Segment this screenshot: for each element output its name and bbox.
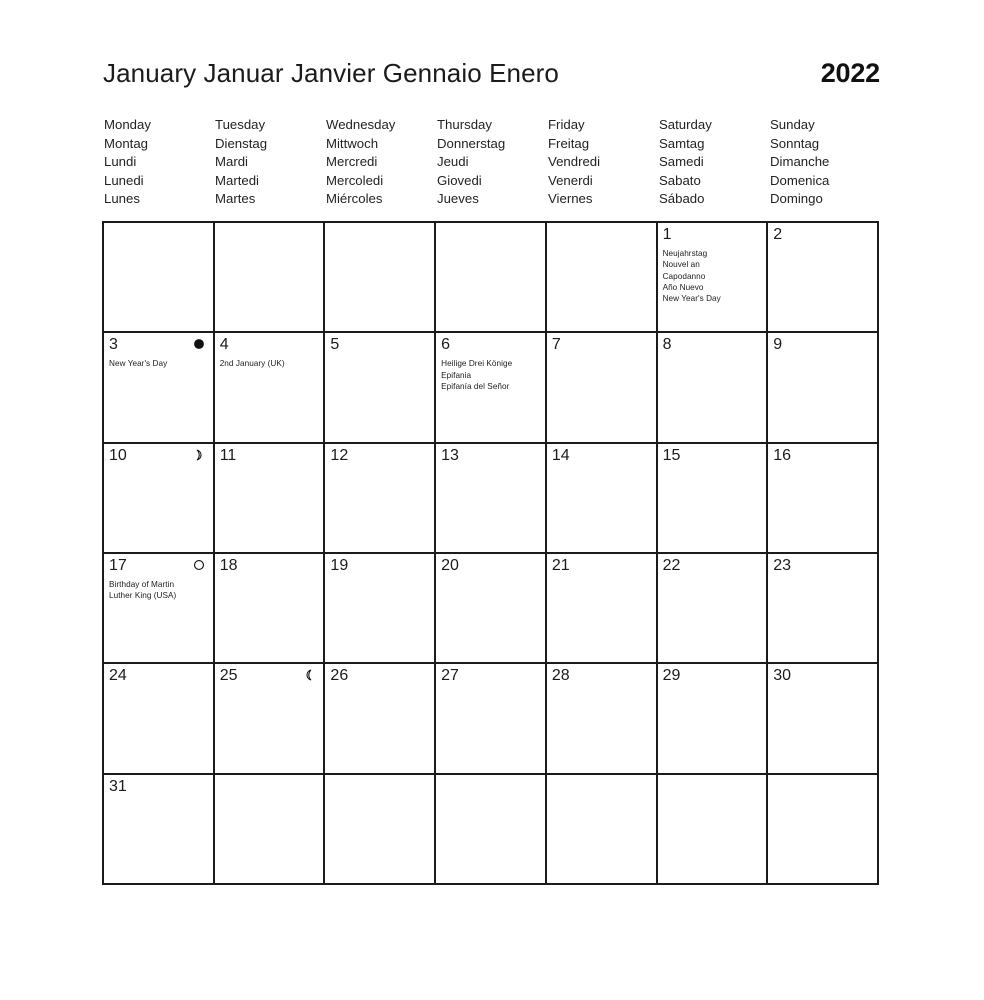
day-number: 6 <box>441 336 451 354</box>
day-cell-15[interactable] <box>658 444 769 554</box>
day-cell-8[interactable] <box>658 333 769 443</box>
last-quarter-moon-icon <box>302 668 316 682</box>
weekday-name-fr: Jeudi <box>437 154 469 170</box>
day-cell-9[interactable] <box>768 333 879 443</box>
day-cell-5[interactable] <box>325 333 436 443</box>
day-cell-7[interactable] <box>547 333 658 443</box>
day-cell-12[interactable] <box>325 444 436 554</box>
day-cell-empty <box>215 223 326 333</box>
day-cell-10[interactable] <box>104 444 215 554</box>
day-cell-empty <box>215 775 326 885</box>
weekday-name-it: Domenica <box>770 172 830 188</box>
weekday-name-de: Montag <box>104 135 148 151</box>
day-cell-19[interactable] <box>325 554 436 664</box>
day-cell-28[interactable] <box>547 664 658 774</box>
full-moon-icon <box>192 558 206 572</box>
weekday-name-it: Venerdi <box>548 172 593 188</box>
event-text: 2nd January (UK) <box>219 359 285 369</box>
day-number <box>441 777 540 796</box>
day-number: 26 <box>330 667 349 685</box>
day-number: 12 <box>330 446 349 464</box>
weekday-name-de: Sonntag <box>770 135 820 151</box>
page-title: January Januar Janvier Gennaio Enero <box>103 58 559 88</box>
day-number: 13 <box>441 446 459 464</box>
event-text: Luther King (USA) <box>109 591 177 601</box>
first-quarter-moon-icon <box>192 448 206 462</box>
day-number <box>663 777 762 796</box>
calendar-grid <box>102 221 879 885</box>
day-number: 31 <box>109 777 127 795</box>
day-cell-20[interactable] <box>436 554 547 664</box>
event-list <box>109 358 208 369</box>
day-number: 21 <box>551 557 570 574</box>
weekday-name-es: Domingo <box>770 191 823 207</box>
event-text: Nouvel an <box>662 260 700 270</box>
day-number: 30 <box>773 667 792 685</box>
day-number <box>330 225 429 244</box>
day-number: 7 <box>551 336 561 354</box>
day-number: 27 <box>441 667 459 685</box>
day-cell-17[interactable] <box>104 554 215 664</box>
day-cell-26[interactable] <box>325 664 436 774</box>
day-cell-18[interactable] <box>215 554 326 664</box>
weekday-name-es: Sábado <box>659 191 705 207</box>
weekday-name-fr: Mercredi <box>326 154 378 170</box>
weekday-name-es: Martes <box>215 191 256 207</box>
day-number: 10 <box>109 446 127 464</box>
weekday-name-it: Sabato <box>659 172 701 188</box>
day-number: 22 <box>662 557 681 574</box>
day-number <box>552 225 651 244</box>
weekday-name-en: Monday <box>104 117 151 132</box>
day-cell-empty <box>547 223 658 333</box>
weekday-name-en: Sunday <box>770 117 815 132</box>
weekday-name-de: Samtag <box>659 135 705 151</box>
weekday-name-es: Miércoles <box>326 191 383 207</box>
weekday-column-saturday <box>657 116 768 211</box>
weekday-column-tuesday <box>213 116 324 211</box>
day-cell-25[interactable] <box>215 664 326 774</box>
weekday-name-fr: Mardi <box>215 154 248 170</box>
day-number: 8 <box>662 336 672 354</box>
day-cell-6[interactable] <box>436 333 547 443</box>
weekday-name-it: Martedi <box>215 172 259 188</box>
weekday-column-sunday <box>768 116 879 211</box>
day-cell-empty <box>436 223 547 333</box>
day-number: 18 <box>219 557 238 574</box>
day-number <box>220 777 319 796</box>
weekday-name-it: Mercoledi <box>326 172 384 188</box>
weekday-column-wednesday <box>324 116 435 211</box>
weekday-name-fr: Lundi <box>104 154 137 170</box>
day-number <box>441 225 540 244</box>
day-number: 23 <box>773 557 792 574</box>
weekday-name-en: Saturday <box>659 117 712 132</box>
day-number <box>330 777 429 796</box>
day-cell-22[interactable] <box>658 554 769 664</box>
year-label: 2022 <box>820 58 880 88</box>
weekday-name-en: Friday <box>548 117 585 132</box>
event-list <box>441 358 540 392</box>
day-number: 3 <box>109 336 118 354</box>
weekday-name-de: Dienstag <box>215 135 268 151</box>
weekday-name-es: Lunes <box>104 191 140 207</box>
day-cell-2[interactable] <box>768 223 879 333</box>
weekday-name-en: Wednesday <box>326 117 396 132</box>
day-number: 5 <box>330 336 340 354</box>
calendar-title-row <box>103 58 880 98</box>
day-cell-23[interactable] <box>768 554 879 664</box>
weekday-name-es: Jueves <box>437 191 479 207</box>
day-number: 20 <box>441 557 459 574</box>
weekday-name-fr: Vendredi <box>548 154 601 170</box>
day-cell-16[interactable] <box>768 444 879 554</box>
day-number: 17 <box>109 557 127 574</box>
event-text: Epifania <box>441 370 472 380</box>
day-number: 28 <box>551 667 570 685</box>
day-cell-empty <box>768 775 879 885</box>
day-cell-empty <box>547 775 658 885</box>
weekday-name-de: Freitag <box>548 135 590 151</box>
event-list <box>109 579 208 602</box>
event-list <box>220 358 319 369</box>
day-number: 9 <box>773 336 783 354</box>
event-text: Año Nuevo <box>662 282 704 292</box>
day-number: 2 <box>773 226 783 243</box>
day-number: 15 <box>662 446 681 464</box>
day-number: 14 <box>551 446 570 464</box>
weekday-name-es: Viernes <box>548 191 593 207</box>
weekday-name-fr: Dimanche <box>770 154 830 170</box>
weekday-name-it: Lunedi <box>104 172 144 188</box>
day-number <box>552 777 651 796</box>
day-cell-empty <box>104 223 215 333</box>
event-text: Birthday of Martin <box>109 580 175 589</box>
day-cell-21[interactable] <box>547 554 658 664</box>
weekday-name-en: Tuesday <box>215 117 266 132</box>
weekday-name-en: Thursday <box>437 117 492 132</box>
day-cell-empty <box>325 223 436 333</box>
day-number <box>109 225 208 244</box>
event-text: Capodanno <box>662 271 706 281</box>
weekday-column-thursday <box>435 116 546 211</box>
day-number <box>220 225 319 244</box>
day-cell-24[interactable] <box>104 664 215 774</box>
day-cell-4[interactable] <box>215 333 326 443</box>
weekday-name-de: Mittwoch <box>326 135 379 151</box>
day-number <box>773 777 872 796</box>
weekday-header <box>102 116 879 211</box>
day-cell-30[interactable] <box>768 664 879 774</box>
day-cell-1[interactable] <box>658 223 769 333</box>
event-text: Heilige Drei Könige <box>441 359 513 369</box>
weekday-name-de: Donnerstag <box>437 135 506 151</box>
day-number: 4 <box>219 336 229 354</box>
event-list <box>663 248 762 304</box>
event-text: New Year's Day <box>109 359 168 369</box>
day-number: 25 <box>219 667 238 685</box>
day-number: 24 <box>109 667 127 685</box>
weekday-column-friday <box>546 116 657 211</box>
day-cell-14[interactable] <box>547 444 658 554</box>
day-cell-29[interactable] <box>658 664 769 774</box>
day-number: 11 <box>219 446 237 464</box>
new-moon-icon <box>192 337 206 351</box>
weekday-name-fr: Samedi <box>659 154 704 170</box>
event-text: Neujahrstag <box>662 249 708 258</box>
day-number: 19 <box>330 557 349 574</box>
day-number: 1 <box>662 226 672 243</box>
day-number: 29 <box>662 667 681 685</box>
weekday-name-it: Giovedi <box>437 172 482 188</box>
day-cell-empty <box>658 775 769 885</box>
event-text: New Year's Day <box>662 294 721 304</box>
event-text: Epifanía del Señor <box>441 381 510 391</box>
day-cell-empty <box>325 775 436 885</box>
day-cell-13[interactable] <box>436 444 547 554</box>
day-cell-11[interactable] <box>215 444 326 554</box>
weekday-column-monday <box>102 116 213 211</box>
day-cell-empty <box>436 775 547 885</box>
day-cell-27[interactable] <box>436 664 547 774</box>
day-cell-31[interactable] <box>104 775 215 885</box>
day-cell-3[interactable] <box>104 333 215 443</box>
day-number: 16 <box>773 446 792 464</box>
